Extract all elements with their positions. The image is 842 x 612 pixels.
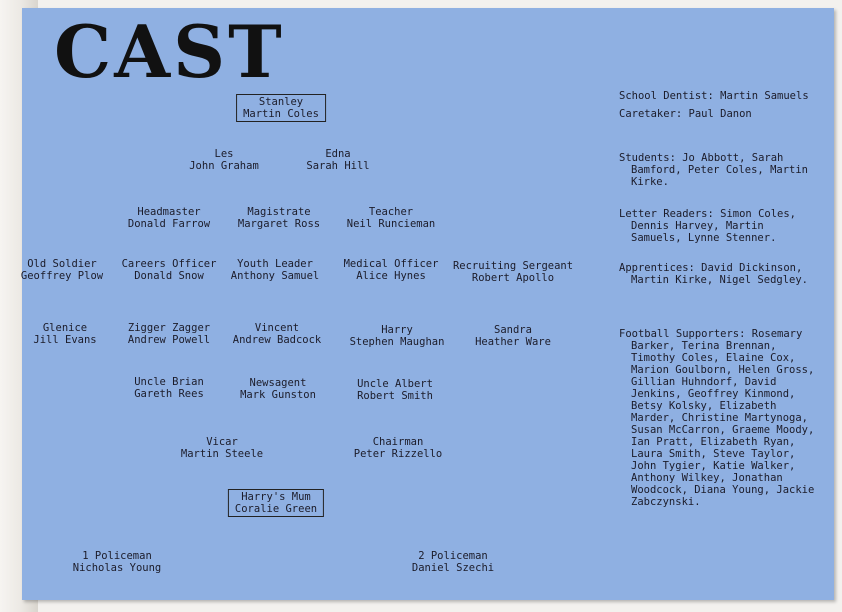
actor-name: Nicholas Young <box>72 562 162 574</box>
cast-entry-teacher <box>347 206 436 230</box>
actor-name: Peter Rizzello <box>353 448 443 460</box>
cast-entry-les <box>189 148 259 172</box>
role-name: Recruiting Sergeant <box>452 260 574 272</box>
cast-entry-newsagent <box>240 377 316 401</box>
actor-name: Donald Farrow <box>127 218 211 230</box>
role-name: Harry <box>381 324 413 336</box>
actor-name: Sarah Hill <box>306 160 370 172</box>
role-name: Uncle Albert <box>357 378 433 390</box>
actor-name: Robert Apollo <box>471 272 555 284</box>
cast-entry-chairman <box>354 436 443 460</box>
side-entry-caretaker: Caretaker: Paul Danon <box>619 108 752 120</box>
cast-entry-harrys-mum <box>228 489 324 517</box>
cast-entry-uncle-brian <box>134 376 204 400</box>
cast-entry-careers-officer <box>122 258 217 282</box>
actor-name: Daniel Szechi <box>411 562 495 574</box>
actor-name: Anthony Samuel <box>230 270 320 282</box>
side-entry-letter-readers: Letter Readers: Simon Coles, Dennis Harvey, Martin Samuels, Lynne Stenner. <box>619 208 797 244</box>
side-entry-football-supporters: Football Supporters: Rosemary Barker, Terina Brennan, Timothy Coles, Elaine Cox, Marion Goulborn, Helen Gross, Gillian Huhndorf, David Jenkins, Geoffrey Kinmond, Betsy Kolsky, Elizabeth Marder, Christine Martynoga, Susan McCarron, Graeme Moody, Ian Pratt, Elizabeth Ryan, Laura Smith, Steve Taylor, John Tygier, Katie Walker, Anthony Wilkey, Jonathan Woodcock, Diana Young, Jackie Zabczynski. <box>619 328 815 508</box>
role-name: Magistrate <box>247 206 311 218</box>
actor-name: Geoffrey Plow <box>20 270 104 282</box>
actor-name: Andrew Badcock <box>232 334 322 346</box>
role-name: Glenice <box>42 322 88 334</box>
actor-name: Martin Steele <box>180 448 264 460</box>
role-name: Vicar <box>206 436 238 448</box>
cast-entry-glenice <box>33 322 96 346</box>
cast-entry-old-soldier <box>21 258 103 282</box>
role-name: Old Soldier <box>27 258 97 270</box>
actor-name: Donald Snow <box>134 270 204 282</box>
cast-entry-uncle-albert <box>357 378 433 402</box>
cast-entry-recruiting-sergeant <box>453 260 573 284</box>
actor-name: Andrew Powell <box>127 334 211 346</box>
role-name: Vincent <box>254 322 300 334</box>
actor-name: Martin Coles <box>243 108 319 120</box>
role-name: Careers Officer <box>121 258 217 270</box>
role-name: Harry's Mum <box>241 491 311 503</box>
actor-name: Neil Runcieman <box>346 218 436 230</box>
cast-entry-magistrate <box>238 206 320 230</box>
role-name: Youth Leader <box>237 258 313 270</box>
side-entry-apprentices: Apprentices: David Dickinson, Martin Kirke, Nigel Sedgley. <box>619 262 809 286</box>
cast-entry-vincent <box>233 322 322 346</box>
cast-entry-harry <box>350 324 445 348</box>
actor-name: Stephen Maughan <box>349 336 445 348</box>
actor-name: John Graham <box>189 160 259 172</box>
actor-name: Gareth Rees <box>134 388 204 400</box>
actor-name: Jill Evans <box>33 334 97 346</box>
role-name: Medical Officer <box>343 258 439 270</box>
role-name: Stanley <box>258 96 304 108</box>
cast-entry-edna <box>306 148 369 172</box>
role-name: Sandra <box>494 324 532 336</box>
role-name: Teacher <box>368 206 414 218</box>
actor-name: Heather Ware <box>475 336 551 348</box>
role-name: Les <box>214 148 234 160</box>
role-name: Uncle Brian <box>134 376 204 388</box>
cast-entry-2-policeman <box>412 550 494 574</box>
actor-name: Coralie Green <box>234 503 318 515</box>
cast-entry-stanley <box>236 94 326 122</box>
actor-name: Mark Gunston <box>240 389 316 401</box>
actor-name: Margaret Ross <box>237 218 321 230</box>
role-name: 2 Policeman <box>418 550 488 562</box>
cast-entry-medical-officer <box>344 258 439 282</box>
page-title: CAST <box>54 9 285 94</box>
role-name: Chairman <box>372 436 424 448</box>
role-name: Headmaster <box>137 206 201 218</box>
role-name: Newsagent <box>249 377 307 389</box>
cast-entry-zigger-zagger <box>128 322 210 346</box>
actor-name: Alice Hynes <box>356 270 426 282</box>
side-entry-students: Students: Jo Abbott, Sarah Bamford, Peter Coles, Martin Kirke. <box>619 152 809 188</box>
cast-entry-youth-leader <box>231 258 320 282</box>
cast-entry-vicar <box>181 436 263 460</box>
role-name: Zigger Zagger <box>127 322 211 334</box>
cast-entry-sandra <box>475 324 551 348</box>
cast-entry-headmaster <box>128 206 210 230</box>
cast-page <box>22 8 834 600</box>
role-name: Edna <box>325 148 351 160</box>
side-entry-school-dentist: School Dentist: Martin Samuels <box>619 90 809 102</box>
actor-name: Robert Smith <box>357 390 433 402</box>
role-name: 1 Policeman <box>82 550 152 562</box>
cast-entry-1-policeman <box>73 550 162 574</box>
